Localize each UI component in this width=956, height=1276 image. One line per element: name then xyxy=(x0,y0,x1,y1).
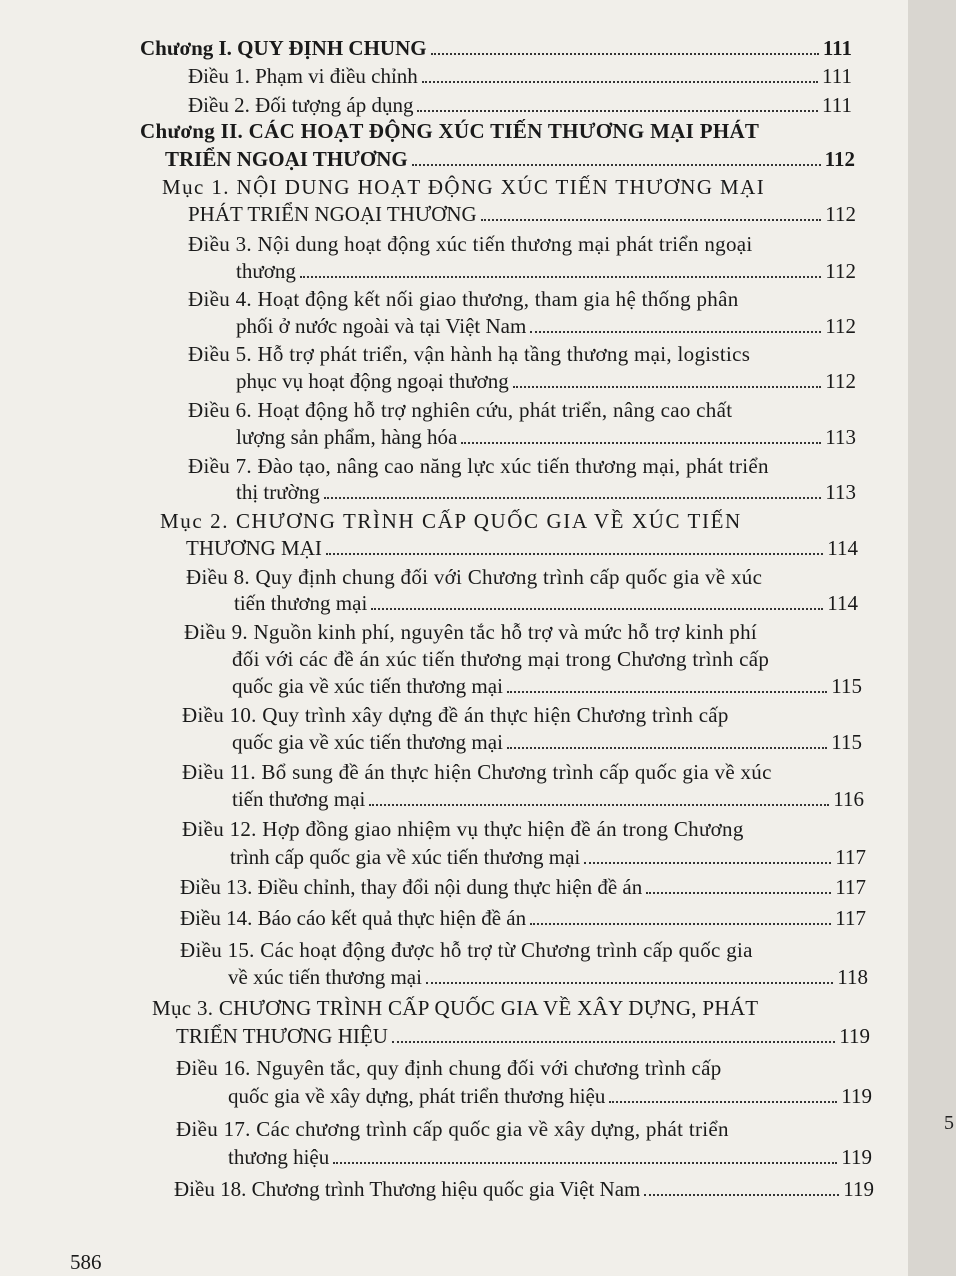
entry-page: 117 xyxy=(835,845,866,869)
entry-page: 114 xyxy=(827,536,858,560)
toc-entry-article-12 xyxy=(230,843,866,871)
entry-first-line: Mục 2. CHƯƠNG TRÌNH CẤP QUỐC GIA VỀ XÚC TIẾN xyxy=(160,509,742,533)
toc-entry-article-15 xyxy=(228,963,868,991)
dot-leader xyxy=(461,442,821,444)
entry-title: trình cấp quốc gia về xúc tiến thương mại xyxy=(230,845,581,869)
entry-title: quốc gia về xúc tiến thương mại xyxy=(232,674,503,698)
entry-title: TRIỂN THƯƠNG HIỆU xyxy=(176,1024,388,1048)
dot-leader xyxy=(530,331,821,333)
entry-page: 119 xyxy=(841,1145,872,1169)
toc-entry-article-17 xyxy=(228,1143,872,1171)
entry-title: Điều 14. Báo cáo kết quả thực hiện đề án xyxy=(180,906,527,930)
entry-page: 111 xyxy=(822,93,852,117)
entry-title: Điều 1. Phạm vi điều chỉnh xyxy=(188,64,418,88)
entry-first-line: Chương II. CÁC HOẠT ĐỘNG XÚC TIẾN THƯƠNG MẠI PHÁT xyxy=(140,119,760,143)
entry-first-line: Điều 12. Hợp đồng giao nhiệm vụ thực hiện đề án trong Chương xyxy=(182,817,744,841)
entry-first-line: Điều 3. Nội dung hoạt động xúc tiến thương mại phát triển ngoại xyxy=(188,232,753,256)
entry-page: 119 xyxy=(843,1177,874,1201)
entry-title: Điều 2. Đối tượng áp dụng xyxy=(188,93,414,117)
entry-page: 112 xyxy=(825,259,856,283)
entry-page: 112 xyxy=(825,314,856,338)
dot-leader xyxy=(324,497,822,499)
entry-title: Điều 18. Chương trình Thương hiệu quốc gia Việt Nam xyxy=(174,1177,641,1201)
toc-entry-article-3 xyxy=(236,257,856,285)
dot-leader xyxy=(426,982,833,984)
entry-first-line: Điều 15. Các hoạt động được hỗ trợ từ Chương trình cấp quốc gia xyxy=(180,938,753,962)
entry-title: tiến thương mại xyxy=(232,787,366,811)
toc-entry-article-16 xyxy=(228,1082,872,1110)
entry-title: quốc gia về xúc tiến thương mại xyxy=(232,730,503,754)
dot-leader xyxy=(333,1162,837,1164)
toc-entry-article-2 xyxy=(188,91,852,119)
entry-title: Điều 13. Điều chỉnh, thay đổi nội dung thực hiện đề án xyxy=(180,875,643,899)
entry-first-line: Điều 6. Hoạt động hỗ trợ nghiên cứu, phát triển, nâng cao chất xyxy=(188,398,733,422)
toc-entry-article-6 xyxy=(236,423,856,451)
dot-leader xyxy=(646,892,831,894)
entry-first-line: Điều 5. Hỗ trợ phát triển, vận hành hạ tầng thương mại, logistics xyxy=(188,342,751,366)
page-number: 586 xyxy=(70,1250,102,1274)
adjacent-page-edge xyxy=(908,0,956,1276)
toc-entry-article-14 xyxy=(180,904,866,932)
dot-leader xyxy=(530,923,831,925)
side-mark: 5 xyxy=(944,1112,954,1134)
entry-first-line: Điều 7. Đào tạo, nâng cao năng lực xúc tiến thương mại, phát triển xyxy=(188,454,769,478)
dot-leader xyxy=(609,1101,837,1103)
toc-entry-article-11 xyxy=(232,785,864,813)
entry-first-line: Điều 16. Nguyên tắc, quy định chung đối với chương trình cấp xyxy=(176,1056,722,1080)
entry-second-line: đối với các đề án xúc tiến thương mại trong Chương trình cấp xyxy=(232,647,770,671)
dot-leader xyxy=(431,53,819,55)
toc-entry-article-4 xyxy=(236,312,856,340)
entry-title: thị trường xyxy=(236,480,320,504)
entry-first-line: Điều 8. Quy định chung đối với Chương trình cấp quốc gia về xúc xyxy=(186,565,763,589)
entry-title: thương hiệu xyxy=(228,1145,330,1169)
entry-first-line: Điều 10. Quy trình xây dựng đề án thực hiện Chương trình cấp xyxy=(182,703,729,727)
entry-page: 117 xyxy=(835,906,866,930)
toc-entry-article-1 xyxy=(188,62,852,90)
entry-title: thương xyxy=(236,259,296,283)
toc-entry-section-1 xyxy=(188,200,856,228)
entry-page: 118 xyxy=(837,965,868,989)
dot-leader xyxy=(507,747,827,749)
entry-title: PHÁT TRIỂN NGOẠI THƯƠNG xyxy=(188,202,477,226)
entry-title: quốc gia về xây dựng, phát triển thương hiệu xyxy=(228,1084,606,1108)
dot-leader xyxy=(644,1194,839,1196)
entry-first-line: Điều 4. Hoạt động kết nối giao thương, tham gia hệ thống phân xyxy=(188,287,739,311)
entry-title: về xúc tiến thương mại xyxy=(228,965,422,989)
toc-entry-article-7 xyxy=(236,478,856,506)
toc-entry-section-2 xyxy=(186,534,858,562)
entry-page: 111 xyxy=(822,36,852,60)
entry-page: 113 xyxy=(825,480,856,504)
entry-page: 119 xyxy=(839,1024,870,1048)
entry-first-line: Điều 9. Nguồn kinh phí, nguyên tắc hỗ trợ và mức hỗ trợ kinh phí xyxy=(184,620,758,644)
toc-entry-section-3 xyxy=(176,1022,870,1050)
entry-page: 112 xyxy=(824,147,855,171)
dot-leader xyxy=(412,164,821,166)
dot-leader xyxy=(417,110,818,112)
toc-entry-chapter-2 xyxy=(165,145,855,173)
entry-title: THƯƠNG MẠI xyxy=(186,536,322,560)
entry-page: 114 xyxy=(827,591,858,615)
entry-title: phối ở nước ngoài và tại Việt Nam xyxy=(236,314,527,338)
toc-entry-chapter-1 xyxy=(140,34,852,62)
dot-leader xyxy=(584,862,831,864)
entry-first-line: Điều 11. Bổ sung đề án thực hiện Chương trình cấp quốc gia về xúc xyxy=(182,760,772,784)
toc-entry-article-8 xyxy=(234,589,858,617)
entry-page: 115 xyxy=(831,674,862,698)
dot-leader xyxy=(326,553,823,555)
entry-page: 119 xyxy=(841,1084,872,1108)
entry-page: 113 xyxy=(825,425,856,449)
toc-entry-article-5 xyxy=(236,367,856,395)
entry-first-line: Mục 3. CHƯƠNG TRÌNH CẤP QUỐC GIA VỀ XÂY DỰNG, PHÁT xyxy=(152,996,759,1020)
dot-leader xyxy=(481,219,822,221)
dot-leader xyxy=(392,1041,835,1043)
toc-entry-article-10 xyxy=(232,728,862,756)
entry-title: TRIỂN NGOẠI THƯƠNG xyxy=(165,147,408,171)
entry-page: 116 xyxy=(833,787,864,811)
entry-page: 117 xyxy=(835,875,866,899)
entry-page: 112 xyxy=(825,202,856,226)
dot-leader xyxy=(507,691,827,693)
entry-title: lượng sản phẩm, hàng hóa xyxy=(236,425,458,449)
dot-leader xyxy=(369,804,829,806)
entry-page: 115 xyxy=(831,730,862,754)
entry-page: 111 xyxy=(822,64,852,88)
toc-entry-article-18 xyxy=(174,1175,874,1203)
entry-page: 112 xyxy=(825,369,856,393)
entry-title: phục vụ hoạt động ngoại thương xyxy=(236,369,509,393)
dot-leader xyxy=(513,386,822,388)
dot-leader xyxy=(371,608,823,610)
entry-title: Chương I. QUY ĐỊNH CHUNG xyxy=(140,36,427,60)
entry-first-line: Điều 17. Các chương trình cấp quốc gia về xây dựng, phát triển xyxy=(176,1117,729,1141)
dot-leader xyxy=(300,276,821,278)
entry-title: tiến thương mại xyxy=(234,591,368,615)
toc-entry-article-13 xyxy=(180,873,866,901)
toc-entry-article-9 xyxy=(232,672,862,700)
entry-first-line: Mục 1. NỘI DUNG HOẠT ĐỘNG XÚC TIẾN THƯƠNG MẠI xyxy=(162,175,766,199)
dot-leader xyxy=(422,81,818,83)
